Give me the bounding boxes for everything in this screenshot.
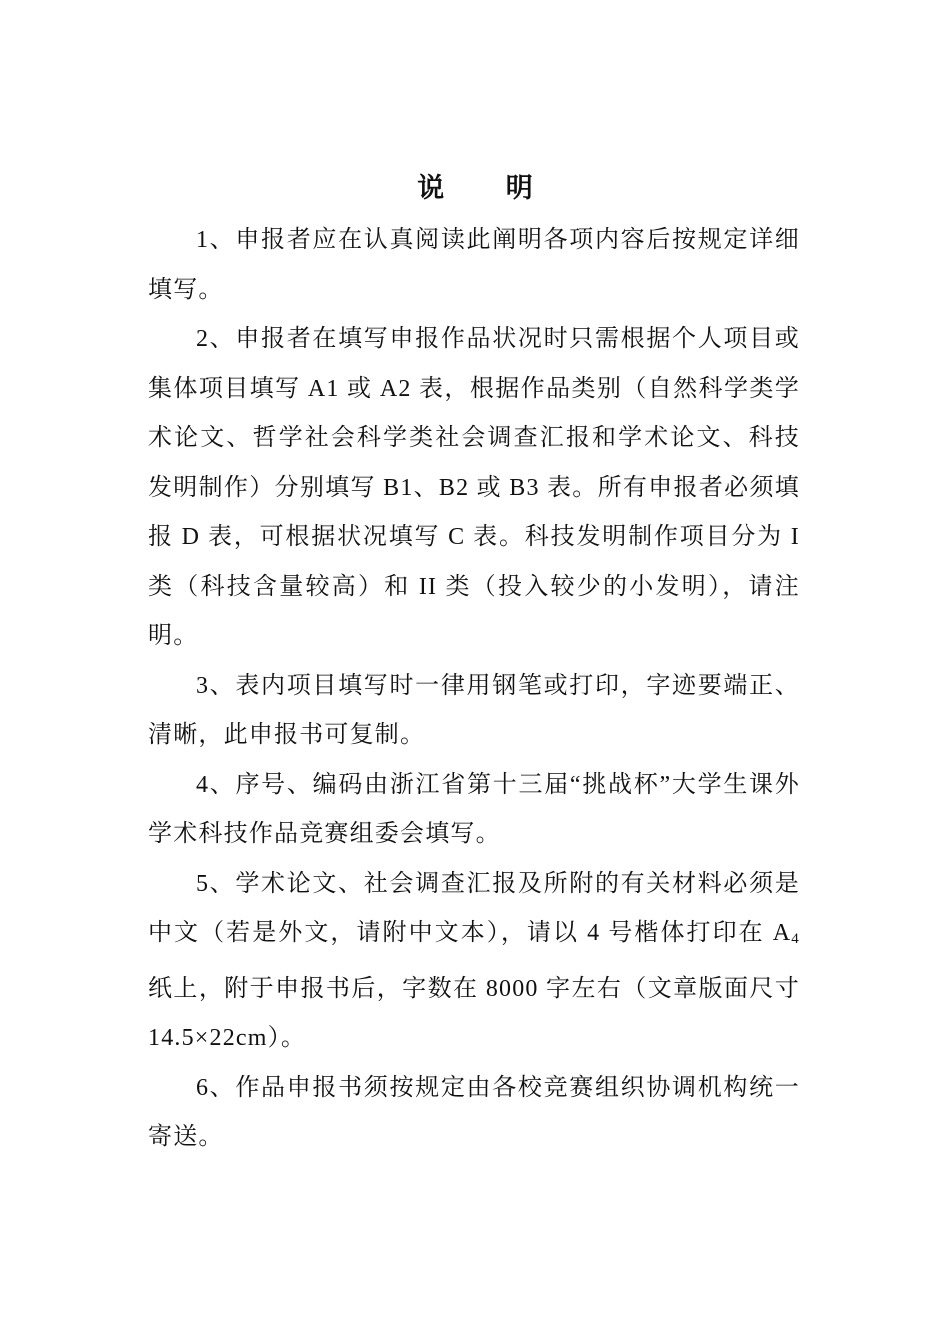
paragraph-5-text-end: 纸上，附于申报书后，字数在 8000 字左右（文章版面尺寸 14.5×22cm）。 [148,975,800,1051]
page-title: 说 明 [417,173,559,204]
paragraph-5-text-start: 5、学术论文、社会调查汇报及所附的有关材料必须是中文（若是外文，请附中文本），请以 4 号楷体打印在 A [148,870,800,946]
instruction-paragraph-4: 4、序号、编码由浙江省第十三届“挑战杯”大学生课外学术科技作品竞赛组委会填写。 [148,771,800,847]
instruction-paragraph-2: 2、申报者在填写申报作品状况时只需根据个人项目或集体项目填写 A1 或 A2 表，根据作品类别（自然科学类学术论文、哲学社会科学类社会调查汇报和学术论文、科技发明制作）分别填写 B1、B2 或 B3 表。所有申报者必须填报 D 表，可根据状况填写 C 表。科技发明制作项目分为 I 类（科技含量较高）和 II 类（投入较少的小发明），请注明。 [148,326,800,649]
instruction-paragraph-5 [148,860,800,1064]
instruction-paragraph-3: 3、表内项目填写时一律用钢笔或打印，字迹要端正、清晰，此申报书可复制。 [148,672,800,748]
instruction-paragraph-6: 6、作品申报书须按规定由各校竞赛组织协调机构统一寄送。 [148,1074,800,1150]
paper-size-subscript: 4 [791,931,800,947]
instructions-body [148,216,800,1163]
instruction-paragraph-1: 1、申报者应在认真阅读此阐明各项内容后按规定详细填写。 [148,227,800,303]
